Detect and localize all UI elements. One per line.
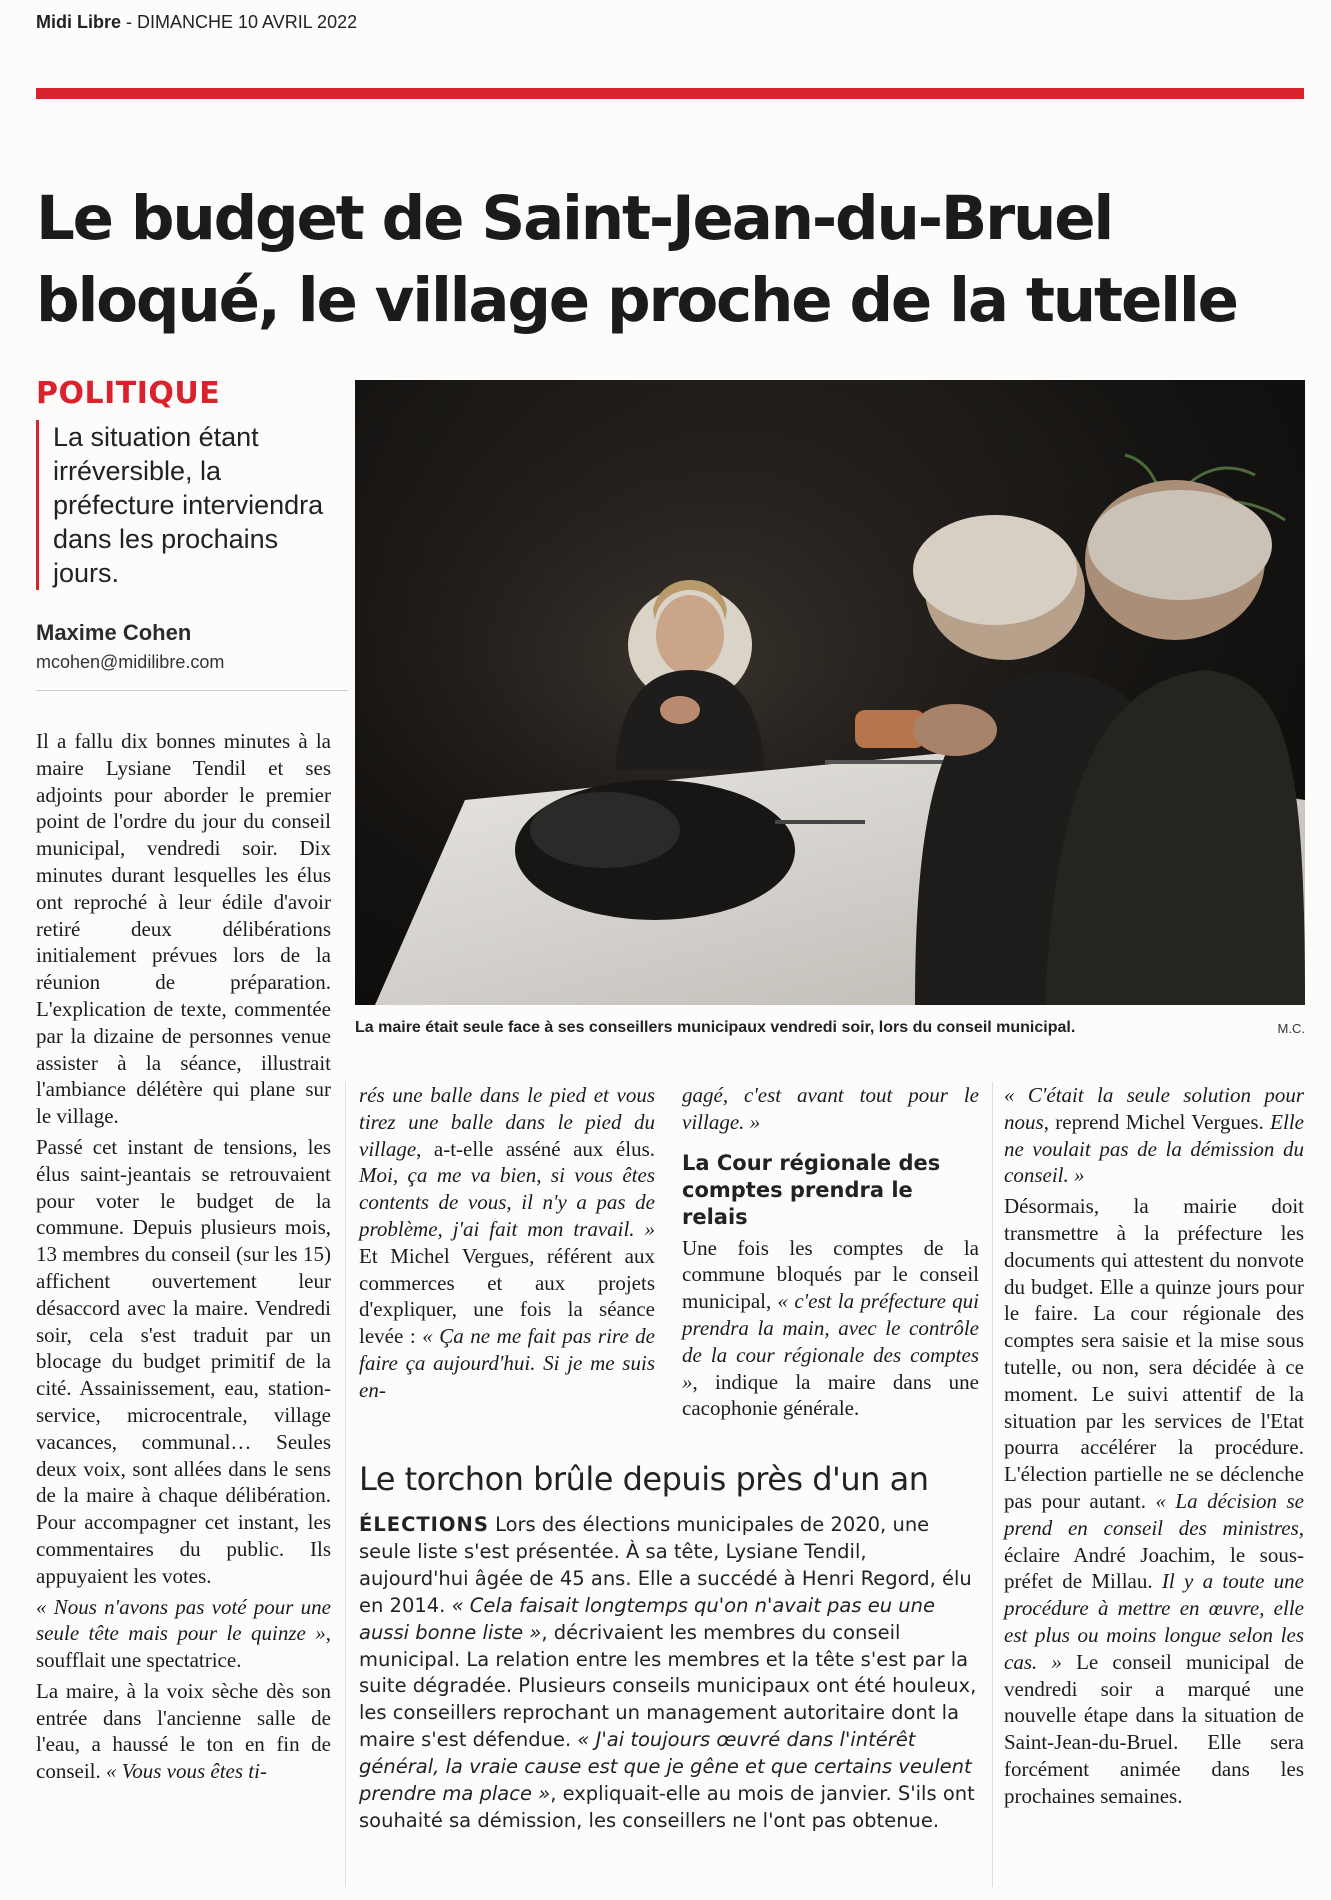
body-text: , soufflait une spectatrice. (36, 1621, 331, 1673)
body-paragraph (1004, 1082, 1304, 1189)
paper-name: Midi Libre (36, 12, 121, 32)
quote: Il y a toute une procédure à mettre en œuvre, elle est plus ou moins longue selon les cas. » (1004, 1569, 1304, 1674)
body-paragraph: Il a fallu dix bonnes minutes à la maire Lysiane Tendil et ses adjoints pour aborder le premier point de l'ordre du jour du conseil municipal, vendredi soir. Dix minutes durant lesquelles les élus ont reproché à leur édile d'avoir retiré deux délibérations initialement prévues lors de la réunion de préparation. L'explication de texte, commentée par la dizaine de personnes venue assister à la séance, illustrait l'ambiance délétère qui plane sur le village. (36, 729, 331, 1129)
column-rule (345, 1082, 346, 1887)
sidebar-box-text (359, 1512, 979, 1835)
body-text: , indique la maire dans une cacophonie générale. (682, 1369, 979, 1421)
article-column-1 (36, 728, 331, 1785)
body-text: Désormais, la mairie doit transmettre à la préfecture les documents qui attestent du nonvote du budget. Elle a quinze jours pour le faire. La cour régionale des comptes sera saisie et la mise sous tutelle, ou non, sera décidée à ce moment. Le suivi attentif de la situation par les services de l'Etat pourra accélérer la procédure. L'élection partielle ne se déclenche pas pour autant. (1004, 1194, 1304, 1513)
article-column-3 (682, 1082, 979, 1422)
quote: gagé, c'est avant tout pour le village. » (682, 1083, 979, 1134)
photo-credit: M.C. (1277, 1021, 1305, 1036)
quote: « C'était la seule solution pour nous (1004, 1083, 1304, 1134)
photo-illustration (355, 380, 1305, 1005)
body-paragraph (1004, 1193, 1304, 1809)
body-text: Le conseil municipal de vendredi soir a marqué une nouvelle étape dans la situation de Saint-Jean-du-Bruel. Elle sera forcément animée dans les prochaines semaines. (1004, 1649, 1304, 1808)
article-column-4 (1004, 1082, 1304, 1810)
body-text: Et Michel Vergues, référent aux commerces et aux projets d'expliquer, une fois la séance levée : (359, 1243, 655, 1349)
byline-divider (36, 690, 348, 691)
body-paragraph (359, 1082, 655, 1404)
body-text: La maire, à la voix sèche dès son entrée dans l'ancienne salle de l'eau, a haussé le ton en fin de conseil. (36, 1678, 331, 1784)
headline-line-2: bloqué, le village proche de la tutelle (36, 265, 1237, 336)
headline-line-1: Le budget de Saint-Jean-du-Bruel (36, 183, 1113, 254)
quote: « La décision se prend en conseil des ministres (1004, 1488, 1305, 1540)
masthead (36, 12, 357, 33)
masthead-separator: - (121, 12, 137, 32)
standfirst: La situation étant irréversible, la préfecture interviendra dans les prochains jours. (36, 420, 348, 590)
sidebar-box-title: Le torchon brûle depuis près d'un an (359, 1460, 929, 1498)
subheading: La Cour régionale des comptes prendra le relais (682, 1150, 941, 1229)
quote: « Ça ne me fait pas rire de faire ça aujourd'hui. Si je me suis en- (359, 1324, 656, 1402)
body-text: Une fois les comptes de la commune bloqués par le conseil municipal, (682, 1235, 979, 1314)
box-tag: ÉLECTIONS (359, 1513, 489, 1536)
body-text: , a-t-elle asséné aux élus. (416, 1136, 655, 1161)
headline (36, 178, 1304, 342)
body-paragraph (36, 1678, 331, 1785)
body-paragraph (682, 1082, 979, 1136)
councillors-figures (913, 480, 1305, 1005)
body-paragraph (36, 1594, 331, 1674)
article-photo (355, 380, 1305, 1005)
body-text: , éclaire André Joachim, le sous-préfet de Millau. (1004, 1515, 1304, 1594)
body-text: , décrivaient les membres du conseil municipal. La relation entre les membres et la tête s'est par la suite dégradée. Plusieurs conseils municipaux ont été houleux, les conseillers reprochant un management autoritaire dont la maire s'est défendue. (359, 1620, 977, 1752)
issue-date: DIMANCHE 10 AVRIL 2022 (137, 12, 358, 32)
quote: « Cela faisait longtemps qu'on n'avait pas eu une aussi bonne liste » (359, 1593, 936, 1644)
body-text: Lors des élections municipales de 2020, une seule liste s'est présentée. À sa tête, Lysiane Tendil, aujourd'hui âgée de 45 ans. Elle a succédé à Henri Regord, élu en 2014. (359, 1513, 972, 1617)
body-paragraph: Passé cet instant de tensions, les élus saint-jeantais se retrouvaient pour voter le budget de la commune. Depuis plusieurs mois, 13 membres du conseil (sur les 15) affichent ouvertement leur désaccord avec la maire. Vendredi soir, cela s'est traduit par un blocage du budget primitif de la cité. Assainissement, eau, station-service, microcentrale, village vacances, communal… Seules deux voix, sont allées dans le sens de la maire à chaque délibération. Pour accompagner cet instant, les commentaires du public. Ils appuyaient les votes. (36, 1134, 331, 1588)
photo-caption: La maire était seule face à ses conseillers municipaux vendredi soir, lors du conseil municipal. (355, 1019, 1076, 1036)
quote: rés une balle dans le pied et vous tirez une balle dans le pied du village (359, 1083, 655, 1161)
quote: Moi, ça me va bien, si vous êtes contents de vous, il n'y a pas de problème, j'ai fait mon travail. » (359, 1163, 655, 1241)
quote: « J'ai toujours œuvré dans l'intérêt général, la vraie cause est que je gêne et que certains veulent prendre ma place » (359, 1728, 972, 1806)
body-text: , expliquait-elle au mois de janvier. S'ils ont souhaité sa démission, les conseillers ne l'ont pas obtenue. (359, 1782, 975, 1832)
body-text: , reprend Michel Vergues. (1043, 1109, 1271, 1134)
quote: Elle ne voulait pas de la démission du conseil. » (1004, 1109, 1304, 1188)
section-label: POLITIQUE (36, 376, 221, 411)
quote: « c'est la préfecture qui prendra la main, avec le contrôle de la cour régionale des comptes » (682, 1289, 980, 1394)
body-paragraph (682, 1235, 979, 1423)
author-name: Maxime Cohen (36, 620, 192, 645)
author-email: mcohen@midilibre.com (36, 652, 225, 672)
column-rule (992, 1082, 993, 1887)
red-rule (36, 88, 1304, 99)
article-column-2 (359, 1082, 655, 1404)
quote: « Vous vous êtes ti- (105, 1759, 267, 1784)
quote: « Nous n'avons pas voté pour une seule tête mais pour le quinze » (36, 1594, 331, 1646)
